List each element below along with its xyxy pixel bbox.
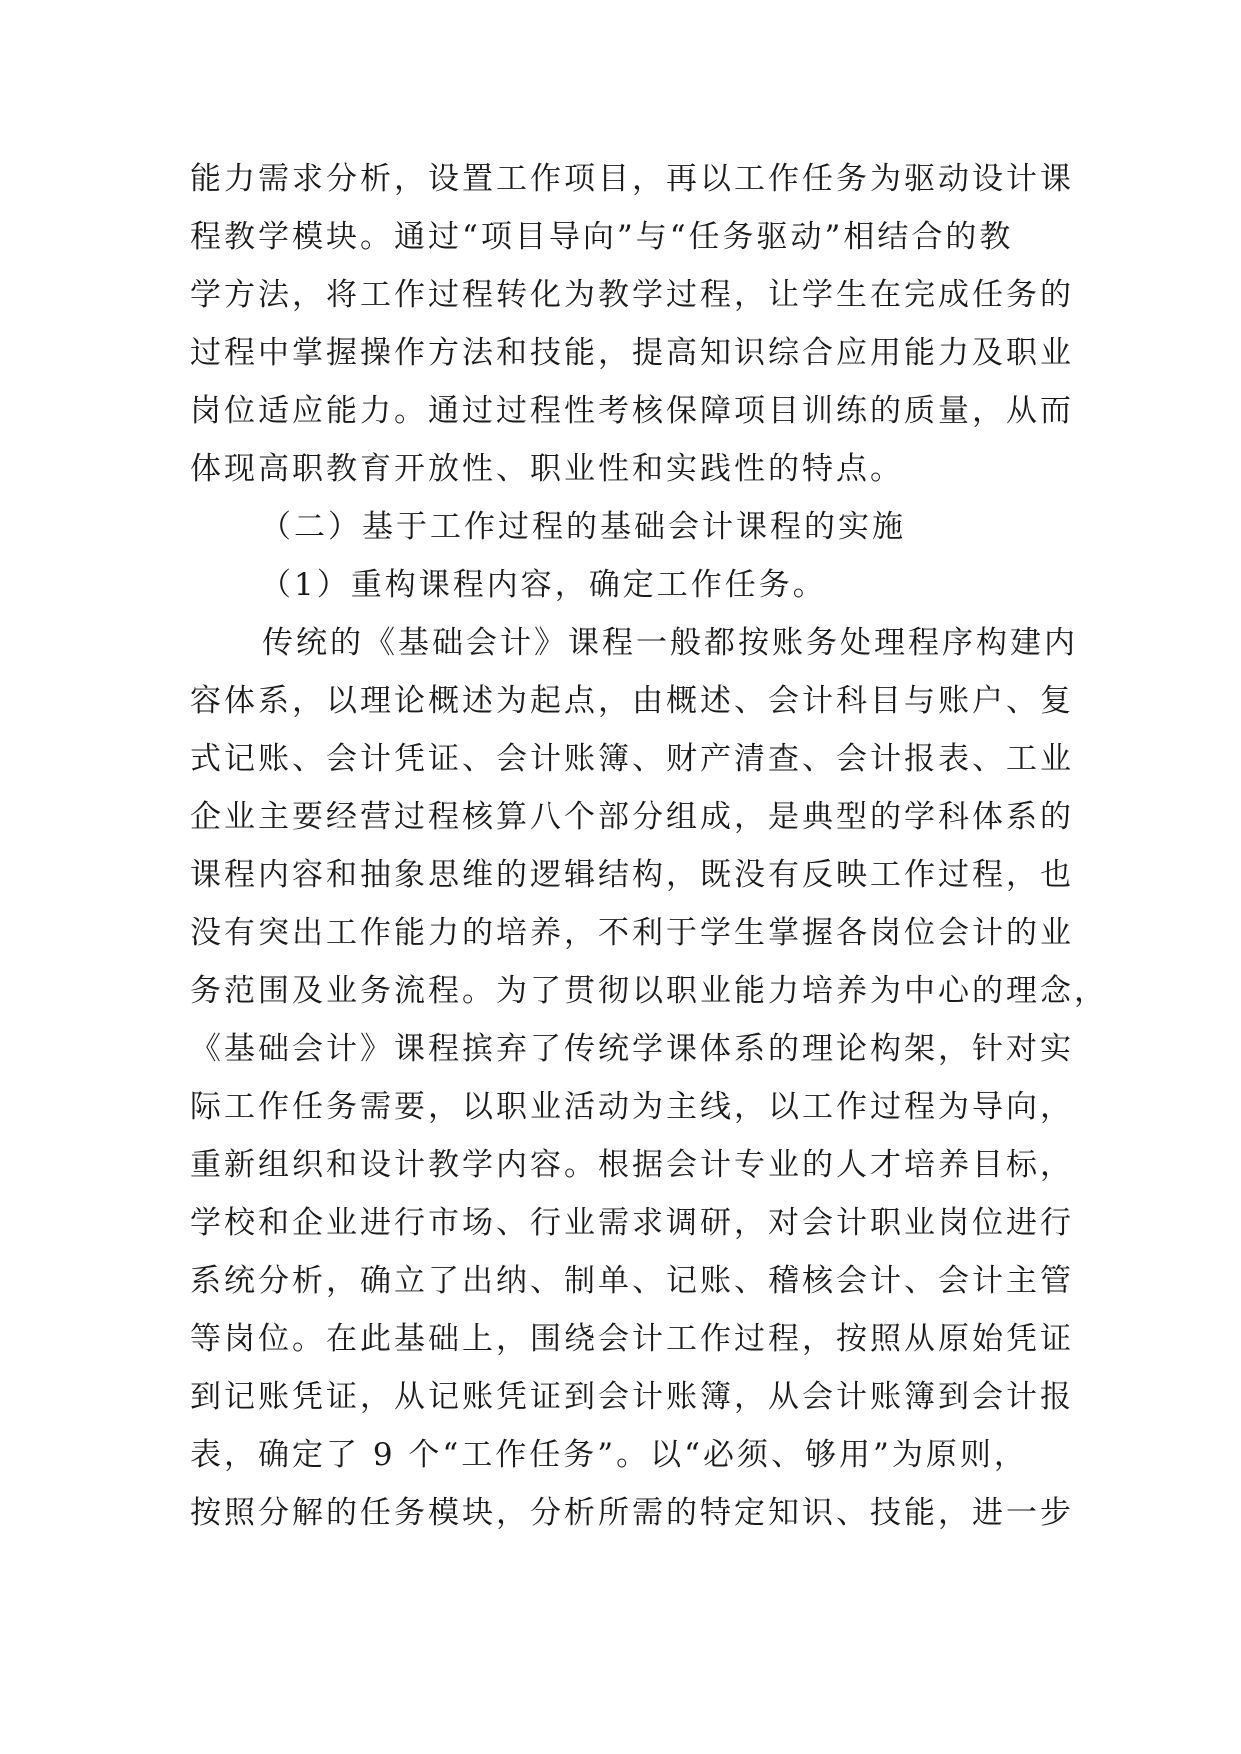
text-line: 表，确定了 9 个“工作任务”。以“必须、够用”为原则， xyxy=(190,1437,1028,1473)
body-text xyxy=(190,150,1108,1542)
text-line: 按照分解的任务模块，分析所需的特定知识、技能，进一步 xyxy=(190,1495,1074,1531)
text-line: 岗位适应能力。通过过程性考核保障项目训练的质量，从而 xyxy=(190,393,1074,429)
subsection-heading: （1）重构课程内容，确定工作任务。 xyxy=(260,567,827,603)
text-line: 《基础会计》课程摈弃了传统学课体系的理论构架，针对实 xyxy=(190,1031,1074,1067)
text-line: 没有突出工作能力的培养，不利于学生掌握各岗位会计的业 xyxy=(190,915,1074,951)
text-line: 重新组织和设计教学内容。根据会计专业的人才培养目标， xyxy=(190,1147,1074,1183)
text-line: 学校和企业进行市场、行业需求调研，对会计职业岗位进行 xyxy=(190,1205,1074,1241)
text-line: 企业主要经营过程核算八个部分组成，是典型的学科体系的 xyxy=(190,799,1074,835)
section-heading: （二）基于工作过程的基础会计课程的实施 xyxy=(260,509,906,545)
text-line: 到记账凭证，从记账凭证到会计账簿，从会计账簿到会计报 xyxy=(190,1379,1074,1415)
text-line: 等岗位。在此基础上，围绕会计工作过程，按照从原始凭证 xyxy=(190,1321,1074,1357)
text-line: 务范围及业务流程。为了贯彻以职业能力培养为中心的理念， xyxy=(190,973,1108,1009)
text-line: 程教学模块。通过“项目导向”与“任务驱动”相结合的教 xyxy=(190,219,1014,255)
paragraph-start-line: 传统的《基础会计》课程一般都按账务处理程序构建内 xyxy=(262,625,1078,661)
text-line: 系统分析，确立了出纳、制单、记账、稽核会计、会计主管 xyxy=(190,1263,1074,1299)
text-line: 际工作任务需要，以职业活动为主线，以工作过程为导向， xyxy=(190,1089,1074,1125)
text-line: 能力需求分析，设置工作项目，再以工作任务为驱动设计课 xyxy=(190,161,1074,197)
text-line: 式记账、会计凭证、会计账簿、财产清查、会计报表、工业 xyxy=(190,741,1074,777)
text-line: 课程内容和抽象思维的逻辑结构，既没有反映工作过程，也 xyxy=(190,857,1074,893)
text-line: 过程中掌握操作方法和技能，提高知识综合应用能力及职业 xyxy=(190,335,1074,371)
text-line: 体现高职教育开放性、职业性和实践性的特点。 xyxy=(190,451,904,487)
text-line: 学方法，将工作过程转化为教学过程，让学生在完成任务的 xyxy=(190,277,1074,313)
text-line: 容体系，以理论概述为起点，由概述、会计科目与账户、复 xyxy=(190,683,1074,719)
